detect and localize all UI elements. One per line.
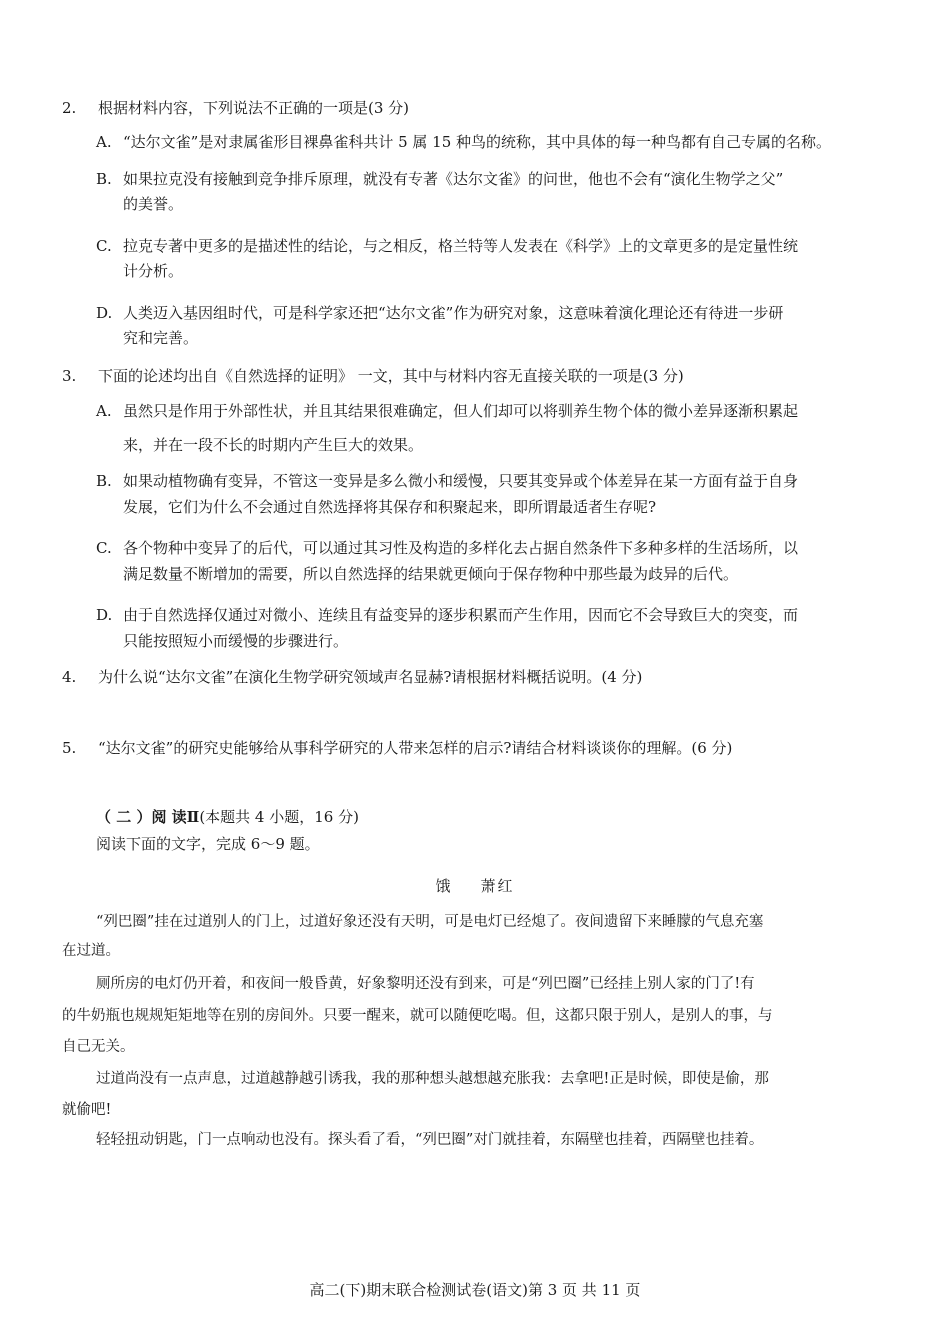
question-text: 为什么说“达尔文雀”在演化生物学研究领域声名显赫?请根据材料概括说明。(4 分): [98, 668, 643, 686]
question-number: 3.: [62, 367, 77, 385]
passage-line: “列巴圈”挂在过道别人的门上，过道好象还没有天明，可是电灯已经熄了。夜间遗留下来睡朦的气息充塞: [96, 914, 764, 930]
option-c: [96, 236, 798, 256]
passage-line: 在过道。: [62, 943, 120, 959]
option-text: 由于自然选择仅通过对微小、连续且有益变异的逐步积累而产生作用，因而它不会导致巨大的突变，而: [123, 606, 799, 624]
option-text: “达尔文雀”是对隶属雀形目裸鼻雀科共计 5 属 15 种鸟的统称，其中具体的每一种鸟都有自己专属的名称。: [123, 133, 832, 151]
option-a: [96, 401, 798, 421]
passage-author: 萧红: [480, 877, 515, 895]
option-c-continued: 计分析。: [123, 262, 184, 280]
option-c-continued: 满足数量不断增加的需要，所以自然选择的结果就更倾向于保存物种中那些最为歧异的后代。: [123, 565, 739, 583]
question-5: [62, 738, 732, 758]
option-b: [96, 471, 798, 491]
option-label: C.: [96, 539, 112, 557]
option-c: [96, 538, 798, 558]
section-heading: （ 二 ）阅 读Ⅱ: [96, 808, 200, 826]
option-text: 如果拉克没有接触到竞争排斥原理，就没有专著《达尔文雀》的问世，他也不会有“演化生物学之父”: [123, 170, 784, 188]
question-3: [62, 366, 684, 386]
passage-title-text: 饿: [435, 877, 453, 895]
passage-line: 就偷吧!: [62, 1102, 112, 1118]
passage-line: 厕所房的电灯仍开着，和夜间一般昏黄，好象黎明还没有到来，可是“列巴圈”已经挂上别人家的门了!有: [96, 976, 755, 992]
option-label: D.: [96, 304, 113, 322]
question-stem: 下面的论述均出自《自然选择的证明》 一文，其中与材料内容无直接关联的一项是(3 分): [98, 367, 684, 385]
option-b-continued: 发展，它们为什么不会通过自然选择将其保存和积聚起来，即所谓最适者生存呢?: [123, 498, 657, 516]
option-b: [96, 169, 783, 189]
option-b-continued: 的美誉。: [123, 195, 184, 213]
section-instruction: 阅读下面的文字，完成 6～9 题。: [96, 835, 320, 853]
option-label: A.: [96, 133, 112, 151]
question-text: “达尔文雀”的研究史能够给从事科学研究的人带来怎样的启示?请结合材料谈谈你的理解。(6 分): [98, 739, 733, 757]
option-label: B.: [96, 472, 112, 490]
option-label: B.: [96, 170, 112, 188]
passage-line: 的牛奶瓶也规规矩矩地等在别的房间外。只要一醒来，就可以随便吃喝。但，这都只限于别人，是别人的事，与: [62, 1008, 773, 1024]
option-d-continued: 究和完善。: [123, 329, 199, 347]
passage-line: 自己无关。: [62, 1039, 135, 1055]
question-stem: 根据材料内容，下列说法不正确的一项是(3 分): [98, 99, 410, 117]
option-d-continued: 只能按照短小而缓慢的步骤进行。: [123, 632, 349, 650]
option-text: 各个物种中变异了的后代，可以通过其习性及构造的多样化去占据自然条件下多种多样的生活场所，以: [123, 539, 799, 557]
option-text: 如果动植物确有变异，不管这一变异是多么微小和缓慢，只要其变异或个体差异在某一方面有益于自身: [123, 472, 799, 490]
option-label: C.: [96, 237, 112, 255]
question-number: 4.: [62, 668, 77, 686]
question-number: 5.: [62, 739, 77, 757]
section-note: (本题共 4 小题，16 分): [199, 808, 359, 826]
question-2: [62, 98, 409, 118]
option-text: 拉克专著中更多的是描述性的结论，与之相反，格兰特等人发表在《科学》上的文章更多的是定量性统: [123, 237, 799, 255]
question-4: [62, 667, 642, 687]
option-d: [96, 303, 783, 323]
option-label: D.: [96, 606, 113, 624]
passage-line: 过道尚没有一点声息，过道越静越引诱我，我的那种想头越想越充胀我：去拿吧!正是时候，即使是偷，那: [96, 1071, 769, 1087]
option-a: [96, 132, 831, 152]
passage-line: 轻轻扭动钥匙，门一点响动也没有。探头看了看，“列巴圈”对门就挂着，东隔壁也挂着，西隔壁也挂着。: [96, 1132, 764, 1148]
option-text: 人类迈入基因组时代，可是科学家还把“达尔文雀”作为研究对象，这意味着演化理论还有待进一步研: [123, 304, 784, 322]
option-a-continued: 来，并在一段不长的时期内产生巨大的效果。: [123, 436, 424, 454]
option-d: [96, 605, 798, 625]
question-number: 2.: [62, 99, 77, 117]
passage-title: [0, 876, 950, 896]
option-label: A.: [96, 402, 112, 420]
section-header: [96, 807, 359, 827]
option-text: 虽然只是作用于外部性状，并且其结果很难确定，但人们却可以将驯养生物个体的微小差异逐渐积累起: [123, 402, 799, 420]
page-footer: 高二(下)期末联合检测试卷(语文)第 3 页 共 11 页: [309, 1281, 641, 1299]
